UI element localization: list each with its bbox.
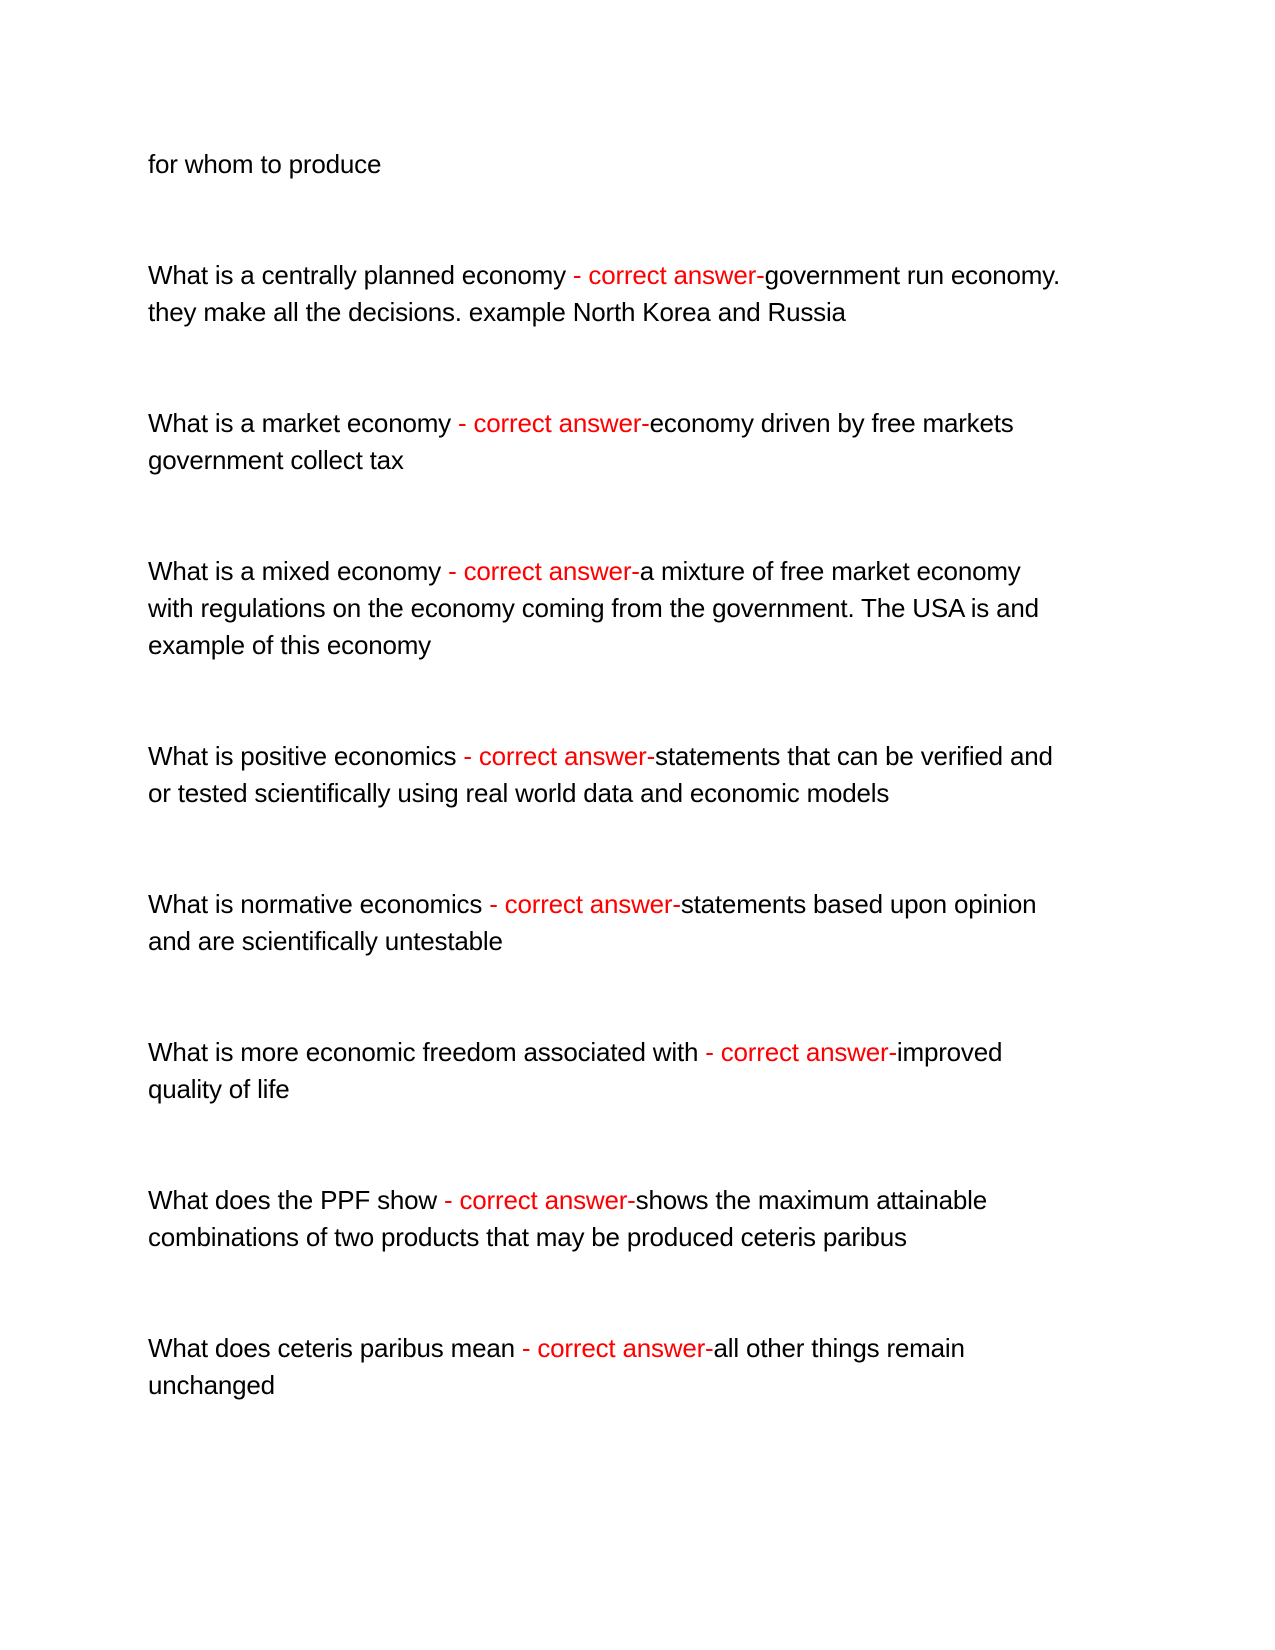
text-line: [148, 886, 1127, 923]
body-text: with regulations on the economy coming from the government. The USA is and: [148, 593, 1039, 623]
text-line: [148, 923, 1127, 960]
body-text: government run economy.: [764, 260, 1061, 290]
body-text: combinations of two products that may be produced ceteris paribus: [148, 1222, 907, 1252]
text-line: [148, 1367, 1127, 1404]
qa-list: [148, 146, 1127, 1404]
correct-answer-marker: - correct answer-: [448, 556, 640, 586]
correct-answer-marker: - correct answer-: [705, 1037, 897, 1067]
correct-answer-marker: - correct answer-: [444, 1185, 636, 1215]
qa-paragraph: [148, 1182, 1127, 1256]
body-text: unchanged: [148, 1370, 275, 1400]
correct-answer-marker: - correct answer-: [458, 408, 650, 438]
qa-paragraph: [148, 405, 1127, 479]
body-text: shows the maximum attainable: [635, 1185, 987, 1215]
text-line: [148, 738, 1127, 775]
body-text: or tested scientifically using real world data and economic models: [148, 778, 890, 808]
correct-answer-marker: - correct answer-: [521, 1333, 714, 1363]
text-line: [148, 553, 1127, 590]
text-line: [148, 257, 1127, 294]
body-text: What does the PPF show: [148, 1185, 444, 1215]
correct-answer-marker: - correct answer-: [463, 741, 656, 771]
body-text: What is a market economy: [148, 408, 458, 438]
body-text: they make all the decisions. example North Korea and Russia: [148, 297, 846, 327]
qa-paragraph: [148, 257, 1127, 331]
text-line: [148, 1034, 1127, 1071]
body-text: government collect tax: [148, 445, 404, 475]
qa-paragraph: [148, 738, 1127, 812]
text-line: [148, 627, 1127, 664]
correct-answer-marker: - correct answer-: [572, 260, 765, 290]
text-line: [148, 442, 1127, 479]
body-text: and are scientifically untestable: [148, 926, 503, 956]
text-line: [148, 590, 1127, 627]
text-line: [148, 294, 1127, 331]
body-text: economy driven by free markets: [649, 408, 1014, 438]
correct-answer-marker: - correct answer-: [489, 889, 681, 919]
text-line: [148, 1219, 1127, 1256]
qa-paragraph: [148, 146, 1127, 183]
body-text: What is more economic freedom associated with: [148, 1037, 706, 1067]
body-text: What is positive economics: [148, 741, 464, 771]
qa-paragraph: [148, 1330, 1127, 1404]
body-text: example of this economy: [148, 630, 431, 660]
body-text: statements based upon opinion: [680, 889, 1037, 919]
qa-paragraph: [148, 1034, 1127, 1108]
text-line: [148, 146, 1127, 183]
qa-paragraph: [148, 886, 1127, 960]
body-text: What does ceteris paribus mean: [148, 1333, 522, 1363]
text-line: [148, 775, 1127, 812]
body-text: What is normative economics: [148, 889, 490, 919]
text-line: [148, 405, 1127, 442]
body-text: statements that can be verified and: [655, 741, 1053, 771]
body-text: for whom to produce: [148, 149, 382, 179]
body-text: a mixture of free market economy: [639, 556, 1021, 586]
text-line: [148, 1071, 1127, 1108]
body-text: What is a centrally planned economy: [148, 260, 573, 290]
qa-paragraph: [148, 553, 1127, 664]
body-text: quality of life: [148, 1074, 290, 1104]
body-text: all other things remain: [713, 1333, 965, 1363]
body-text: What is a mixed economy: [148, 556, 449, 586]
text-line: [148, 1182, 1127, 1219]
text-line: [148, 1330, 1127, 1367]
body-text: improved: [896, 1037, 1003, 1067]
